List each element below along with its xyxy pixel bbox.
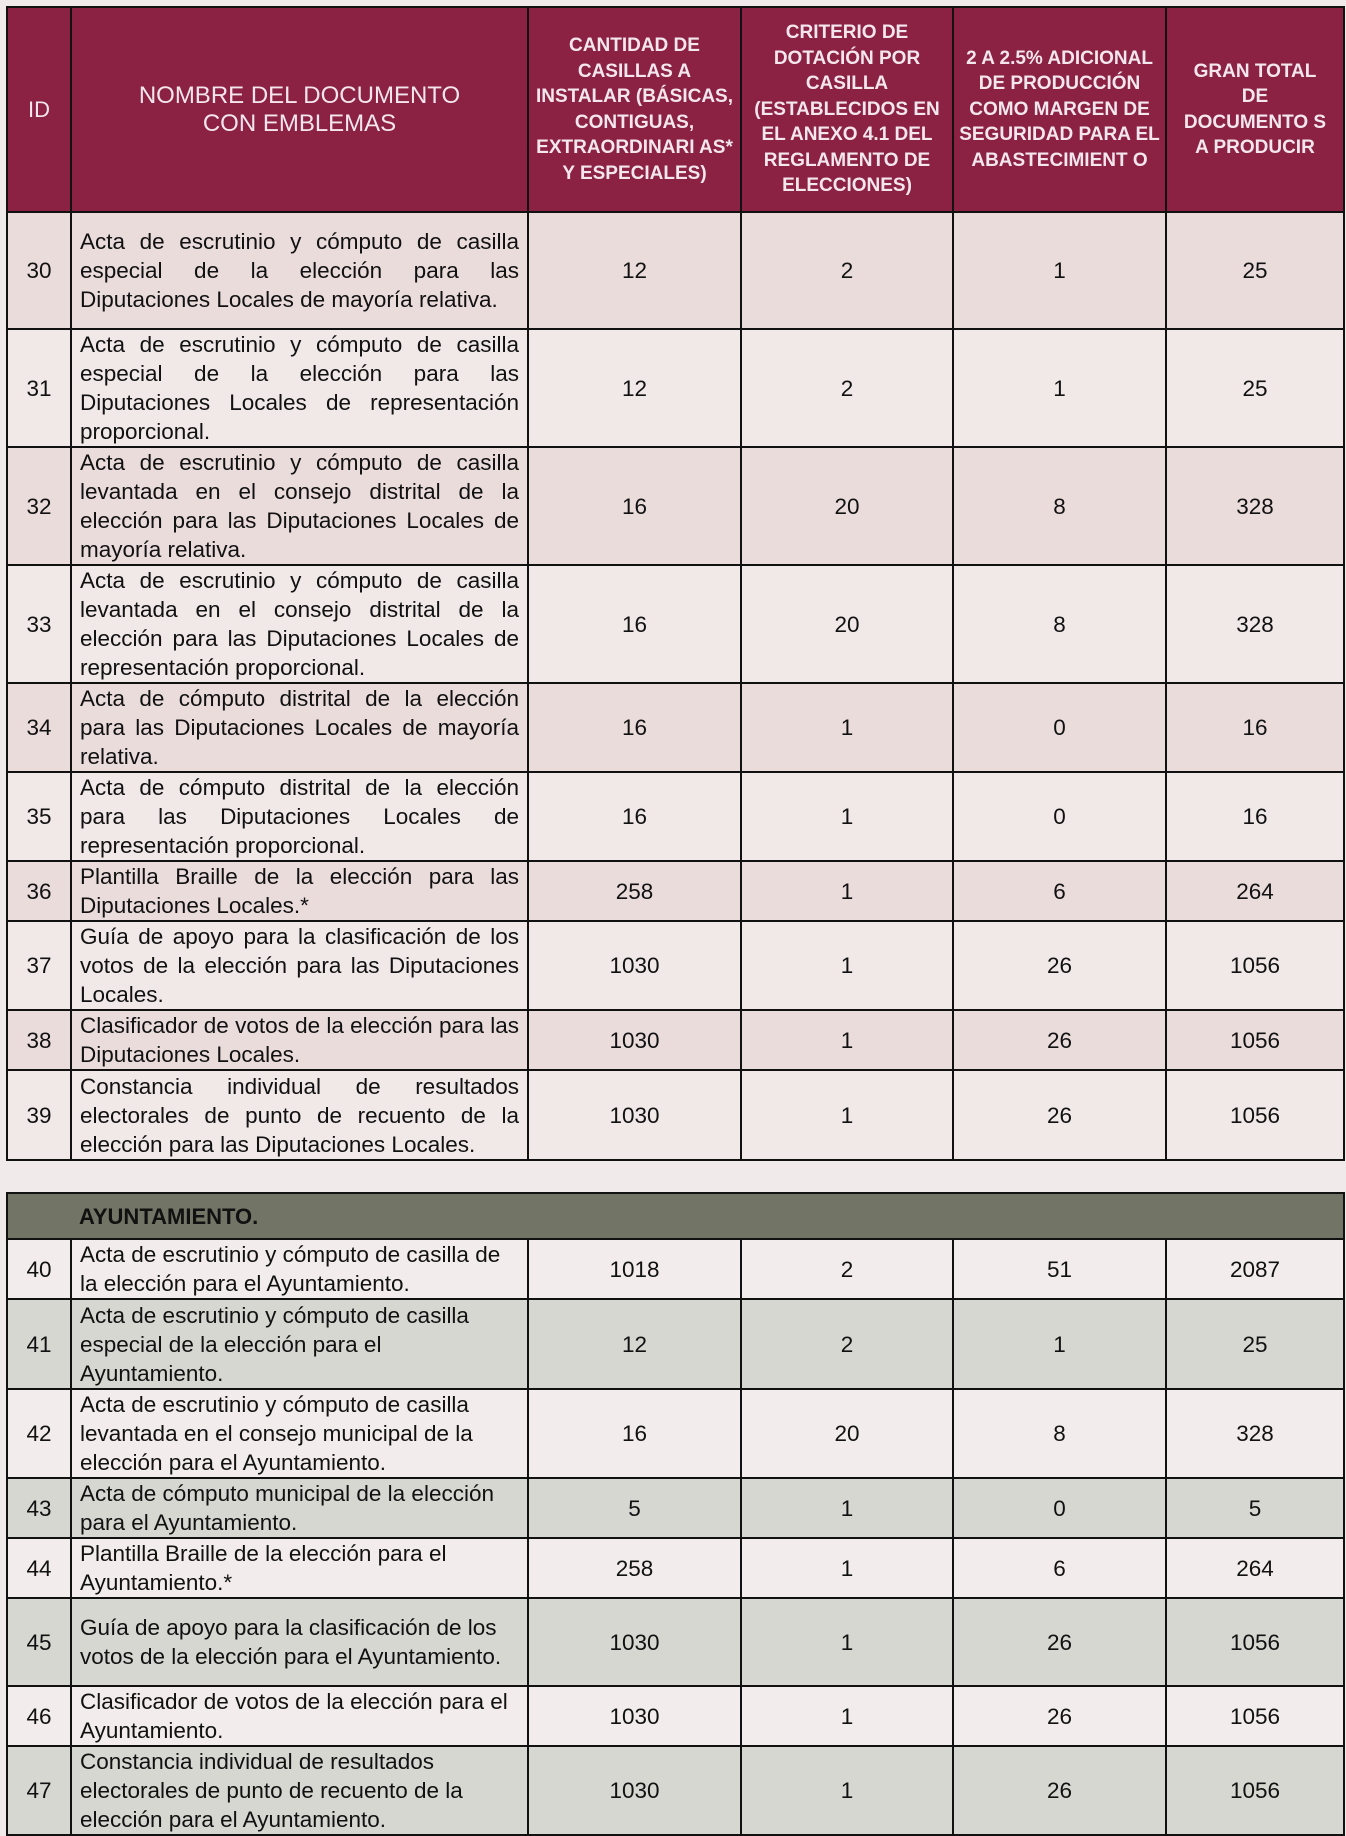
table-row [7,447,1344,565]
adicional-produccion: 26 [953,1070,1166,1160]
cantidad-casillas: 1030 [528,1686,741,1746]
table-row [7,921,1344,1010]
adicional-produccion: 8 [953,565,1166,683]
criterio-dotacion: 1 [741,1686,953,1746]
row-id: 33 [7,565,71,683]
gran-total: 2087 [1166,1239,1344,1299]
criterio-dotacion: 2 [741,1299,953,1389]
row-id: 31 [7,329,71,447]
cantidad-casillas: 12 [528,329,741,447]
table-row [7,1478,1344,1538]
row-id: 45 [7,1598,71,1686]
table-row [7,1538,1344,1598]
document-name: Clasificador de votos de la elección para las Diputaciones Locales. [71,1010,528,1070]
cantidad-casillas: 258 [528,861,741,921]
cantidad-casillas: 5 [528,1478,741,1538]
gran-total: 1056 [1166,1070,1344,1160]
adicional-produccion: 1 [953,1299,1166,1389]
criterio-dotacion: 1 [741,1746,953,1835]
adicional-produccion: 26 [953,1746,1166,1835]
document-name: Acta de escrutinio y cómputo de casilla levantada en el consejo distrital de la elección para las Diputaciones Locales de representación proporcional. [71,565,528,683]
row-id: 41 [7,1299,71,1389]
gran-total: 25 [1166,212,1344,329]
adicional-produccion: 0 [953,1478,1166,1538]
section-title: AYUNTAMIENTO. [71,1193,1344,1239]
cantidad-casillas: 1030 [528,1010,741,1070]
criterio-dotacion: 1 [741,1070,953,1160]
header-criterio: CRITERIO DE DOTACIÓN POR CASILLA (ESTABLECIDOS EN EL ANEXO 4.1 DEL REGLAMENTO DE ELECCIONES) [741,7,953,212]
document-name: Guía de apoyo para la clasificación de los votos de la elección para las Diputaciones Locales. [71,921,528,1010]
criterio-dotacion: 1 [741,861,953,921]
gran-total: 1056 [1166,1686,1344,1746]
document-name: Guía de apoyo para la clasificación de los votos de la elección para el Ayuntamiento. [71,1598,528,1686]
cantidad-casillas: 1030 [528,1070,741,1160]
row-id: 42 [7,1389,71,1478]
row-id: 44 [7,1538,71,1598]
adicional-produccion: 1 [953,212,1166,329]
gran-total: 25 [1166,1299,1344,1389]
adicional-produccion: 0 [953,683,1166,772]
adicional-produccion: 8 [953,1389,1166,1478]
row-id: 32 [7,447,71,565]
table-row [7,772,1344,861]
header-id: ID [7,7,71,212]
adicional-produccion: 26 [953,1598,1166,1686]
gran-total: 1056 [1166,921,1344,1010]
section-spacer [7,1193,71,1239]
adicional-produccion: 6 [953,861,1166,921]
gran-total: 328 [1166,1389,1344,1478]
row-id: 38 [7,1010,71,1070]
table-row [7,1299,1344,1389]
criterio-dotacion: 2 [741,329,953,447]
table-row [7,329,1344,447]
gran-total: 5 [1166,1478,1344,1538]
gran-total: 1056 [1166,1746,1344,1835]
row-id: 34 [7,683,71,772]
document-name: Acta de escrutinio y cómputo de casilla especial de la elección para el Ayuntamiento. [71,1299,528,1389]
header-name: NOMBRE DEL DOCUMENTO CON EMBLEMAS [71,7,528,212]
cantidad-casillas: 16 [528,1389,741,1478]
gran-total: 16 [1166,772,1344,861]
row-id: 35 [7,772,71,861]
adicional-produccion: 6 [953,1538,1166,1598]
document-name: Plantilla Braille de la elección para el Ayuntamiento.* [71,1538,528,1598]
table-row [7,861,1344,921]
criterio-dotacion: 2 [741,1239,953,1299]
adicional-produccion: 26 [953,1010,1166,1070]
cantidad-casillas: 16 [528,772,741,861]
row-id: 40 [7,1239,71,1299]
cantidad-casillas: 16 [528,447,741,565]
cantidad-casillas: 16 [528,683,741,772]
table-row [7,1746,1344,1835]
gran-total: 264 [1166,861,1344,921]
table-row [7,1070,1344,1160]
row-id: 37 [7,921,71,1010]
cantidad-casillas: 258 [528,1538,741,1598]
header-adicional: 2 A 2.5% ADICIONAL DE PRODUCCIÓN COMO MARGEN DE SEGURIDAD PARA EL ABASTECIMIENT O [953,7,1166,212]
document-name: Constancia individual de resultados electorales de punto de recuento de la elección para el Ayuntamiento. [71,1746,528,1835]
diputaciones-table [6,6,1345,1161]
gran-total: 328 [1166,565,1344,683]
section-header-ayuntamiento [7,1193,1344,1239]
adicional-produccion: 1 [953,329,1166,447]
document-name: Clasificador de votos de la elección para el Ayuntamiento. [71,1686,528,1746]
row-id: 46 [7,1686,71,1746]
table-row [7,1239,1344,1299]
document-name: Acta de cómputo municipal de la elección para el Ayuntamiento. [71,1478,528,1538]
criterio-dotacion: 1 [741,1010,953,1070]
adicional-produccion: 0 [953,772,1166,861]
document-name: Constancia individual de resultados electorales de punto de recuento de la elección para las Diputaciones Locales. [71,1070,528,1160]
criterio-dotacion: 1 [741,772,953,861]
adicional-produccion: 26 [953,921,1166,1010]
header-cantidad: CANTIDAD DE CASILLAS A INSTALAR (BÁSICAS, CONTIGUAS, EXTRAORDINARI AS* Y ESPECIALES) [528,7,741,212]
cantidad-casillas: 1018 [528,1239,741,1299]
cantidad-casillas: 1030 [528,1746,741,1835]
table-row [7,1686,1344,1746]
row-id: 43 [7,1478,71,1538]
table-row [7,683,1344,772]
criterio-dotacion: 1 [741,1598,953,1686]
document-name: Plantilla Braille de la elección para las Diputaciones Locales.* [71,861,528,921]
table-row [7,1010,1344,1070]
table-header-row [7,7,1344,212]
gran-total: 328 [1166,447,1344,565]
criterio-dotacion: 20 [741,447,953,565]
document-name: Acta de escrutinio y cómputo de casilla levantada en el consejo distrital de la elección para las Diputaciones Locales de mayoría relativa. [71,447,528,565]
gran-total: 25 [1166,329,1344,447]
adicional-produccion: 51 [953,1239,1166,1299]
criterio-dotacion: 2 [741,212,953,329]
table-row [7,1389,1344,1478]
criterio-dotacion: 1 [741,683,953,772]
row-id: 47 [7,1746,71,1835]
table-row [7,1598,1344,1686]
cantidad-casillas: 1030 [528,921,741,1010]
criterio-dotacion: 20 [741,1389,953,1478]
row-id: 36 [7,861,71,921]
criterio-dotacion: 1 [741,1478,953,1538]
criterio-dotacion: 1 [741,921,953,1010]
gran-total: 264 [1166,1538,1344,1598]
header-total: GRAN TOTAL DE DOCUMENTO S A PRODUCIR [1166,7,1344,212]
table-row [7,565,1344,683]
document-name: Acta de cómputo distrital de la elección para las Diputaciones Locales de mayoría relativa. [71,683,528,772]
document-name: Acta de escrutinio y cómputo de casilla especial de la elección para las Diputaciones Locales de representación proporcional. [71,329,528,447]
cantidad-casillas: 16 [528,565,741,683]
document-name: Acta de cómputo distrital de la elección para las Diputaciones Locales de representación proporcional. [71,772,528,861]
gran-total: 16 [1166,683,1344,772]
ayuntamiento-table [6,1192,1345,1836]
gran-total: 1056 [1166,1598,1344,1686]
adicional-produccion: 8 [953,447,1166,565]
cantidad-casillas: 12 [528,1299,741,1389]
criterio-dotacion: 20 [741,565,953,683]
row-id: 39 [7,1070,71,1160]
gran-total: 1056 [1166,1010,1344,1070]
cantidad-casillas: 1030 [528,1598,741,1686]
row-id: 30 [7,212,71,329]
document-name: Acta de escrutinio y cómputo de casilla de la elección para el Ayuntamiento. [71,1239,528,1299]
criterio-dotacion: 1 [741,1538,953,1598]
adicional-produccion: 26 [953,1686,1166,1746]
document-name: Acta de escrutinio y cómputo de casilla levantada en el consejo municipal de la elección para el Ayuntamiento. [71,1389,528,1478]
table-row [7,212,1344,329]
cantidad-casillas: 12 [528,212,741,329]
document-name: Acta de escrutinio y cómputo de casilla especial de la elección para las Diputaciones Locales de mayoría relativa. [71,212,528,329]
